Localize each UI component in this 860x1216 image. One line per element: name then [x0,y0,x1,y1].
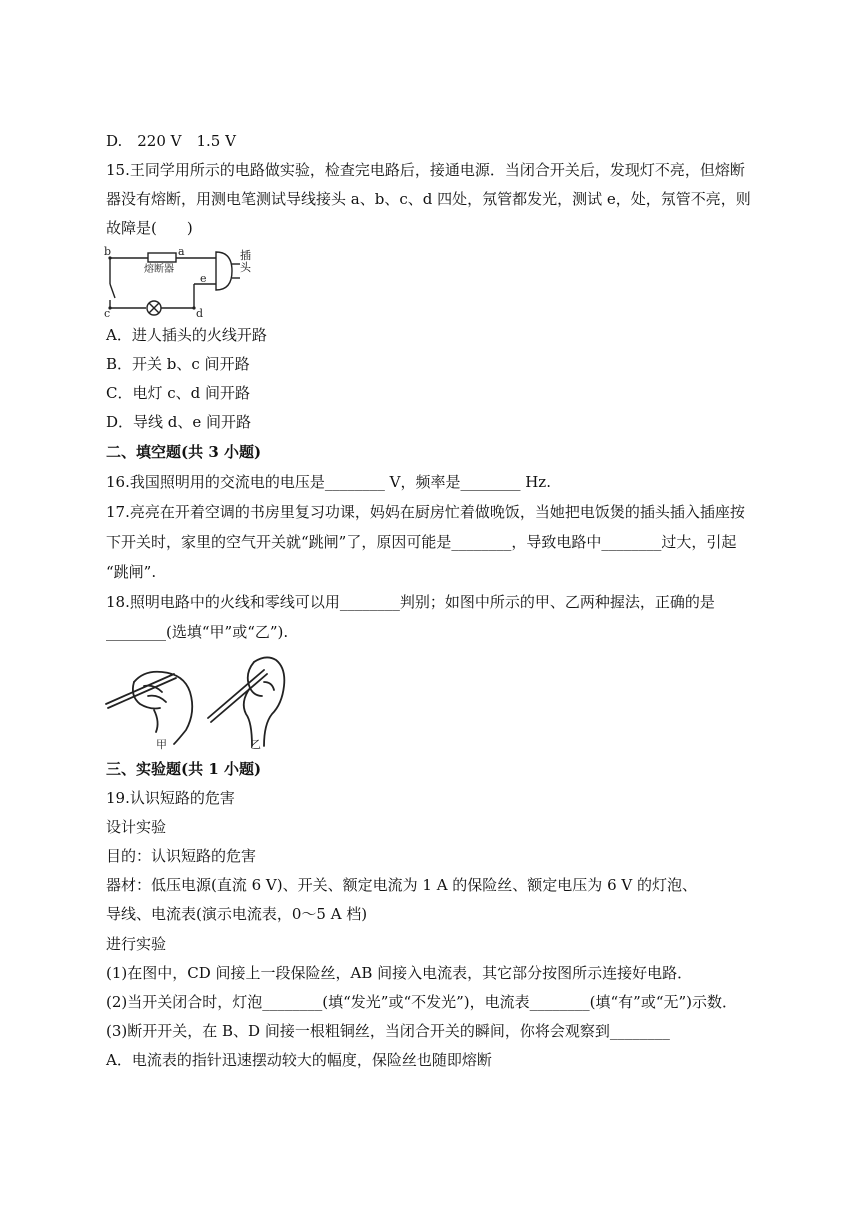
q18-line2: ________(选填“甲”或“乙”). [106,623,289,641]
label-b: b [104,246,112,258]
q18-line1: 18.照明电路中的火线和零线可以用________判别；如图中所示的甲、乙两种握法，正确的是 [106,593,715,611]
fuse-symbol [148,253,176,262]
q15-stem-line2: 器没有熔断，用测电笔测试导线接头 a、b、c、d 四处，氖管都发光，测试 e，处，氖管不亮，则 [106,190,751,208]
q15-option-a: A．进人插头的火线开路 [106,326,267,344]
q19-materials-line1: 器材：低压电源(直流 6 V)、开关、额定电流为 1 A 的保险丝、额定电压为 6 V 的灯泡、 [106,876,697,894]
q17-line2: 下开关时，家里的空气开关就“跳闸”了，原因可能是________，导致电路中________过大，引起 [106,533,737,551]
plug-symbol [216,252,232,290]
hand-yi [208,657,284,746]
q19-design: 设计实验 [106,818,167,836]
section3-title: 三、实验题(共 1 小题) [106,760,262,778]
q19-step1: (1)在图中，CD 间接上一段保险丝，AB 间接入电流表，其它部分按图所示连接好电路． [106,964,693,982]
hand-jia [106,672,192,744]
label-c: c [104,307,111,318]
label-d: d [196,307,204,318]
label-e: e [200,272,207,285]
q15-option-d: D．导线 d、e 间开路 [106,413,252,431]
q15-stem-line3: 故障是( ) [106,219,193,237]
q19-step3: (3)断开开关，在 B、D 间接一根粗铜丝，当闭合开关的瞬间，你将会观察到________ [106,1022,670,1040]
q18-tester-grip-figure [104,652,294,752]
label-fuse: 熔断器 [144,264,174,275]
q15-stem-line1: 15.王同学用所示的电路做实验，检查完电路后，接通电源．当闭合开关后，发现灯不亮，但熔断 [106,161,745,179]
switch-symbol [110,284,115,298]
q19-purpose: 目的：认识短路的危害 [106,847,257,865]
q15-option-b: B．开关 b、c 间开路 [106,355,250,373]
q15-option-c: C．电灯 c、d 间开路 [106,384,251,402]
label-yi: 乙 [250,738,261,751]
q19-procedure: 进行实验 [106,935,167,953]
q17-line1: 17.亮亮在开着空调的书房里复习功课，妈妈在厨房忙着做晚饭，当她把电饭煲的插头插入插座按 [106,503,745,521]
label-a: a [178,246,185,258]
q15-circuit-diagram [104,246,254,318]
q19-option-a: A．电流表的指针迅速摆动较大的幅度，保险丝也随即熔断 [106,1051,492,1069]
label-plug: 插头 [240,249,251,274]
q17-line3: “跳闸”. [106,563,157,581]
label-jia: 甲 [156,738,167,751]
q14-option-d: D. 220 V 1.5 V [106,132,236,150]
section2-title: 二、填空题(共 3 小题) [106,443,262,461]
q19-step2: (2)当开关闭合时，灯泡________(填“发光”或“不发光”)，电流表________(填“有”或“无”)示数． [106,993,738,1011]
q16-text: 16.我国照明用的交流电的电压是________ V，频率是________ Hz. [106,473,551,491]
q19-title: 19.认识短路的危害 [106,789,235,807]
q19-materials-line2: 导线、电流表(演示电流表，0～5 A 档) [106,905,368,923]
